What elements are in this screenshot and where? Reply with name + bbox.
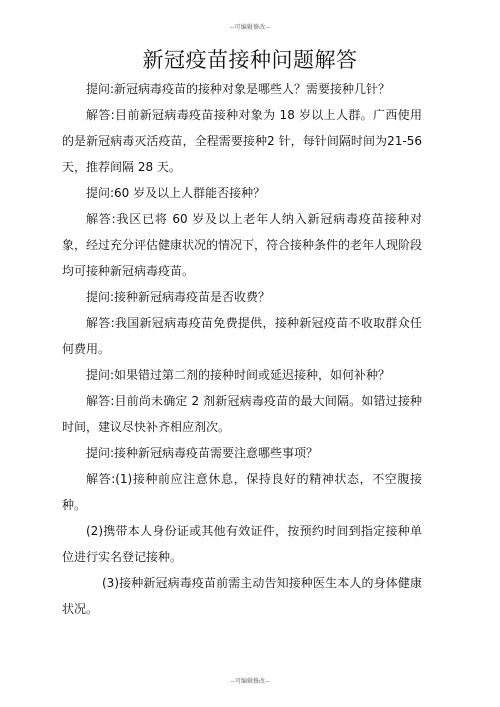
question-1: 提问:新冠病毒疫苗的接种对象是哪些人？需要接种几针？: [86, 82, 391, 96]
answer-5-item-2: (2)携带本人身份证或其他有效证件，按预约时间到指定接种单位进行实名登记接种。: [62, 524, 422, 564]
question-3: 提问:接种新冠病毒疫苗是否收费？: [86, 290, 271, 304]
answer-4: 解答:目前尚未确定 2 剂新冠病毒疫苗的最大间隔。如错过接种时间，建议尽快补齐相应剂次。: [62, 394, 422, 434]
answer-5-item-1: 解答:(1)接种前应注意休息，保持良好的精神状态，不空腹接种。: [62, 472, 422, 512]
page-footer-note: --可编辑修改--: [230, 678, 270, 685]
document-body: [62, 76, 422, 622]
document-title: 新冠疫苗接种问题解答: [142, 48, 358, 72]
answer-2: 解答:我区已将 60 岁及以上老年人纳入新冠病毒疫苗接种对象，经过充分评估健康状况的情况下，符合接种条件的老年人现阶段均可接种新冠病毒疫苗。: [62, 212, 423, 278]
page-header-note: --可编辑修改--: [229, 24, 271, 31]
question-2: 提问:60 岁及以上人群能否接种？: [86, 186, 266, 200]
answer-3: 解答:我国新冠病毒疫苗免费提供，接种新冠疫苗不收取群众任何费用。: [62, 316, 422, 356]
answer-1: 解答:目前新冠病毒疫苗接种对象为 18 岁以上人群。广西使用的是新冠病毒灭活疫苗，全程需要接种2 针，每针间隔时间为21-56 天，推荐间隔 28 天。: [62, 108, 422, 174]
answer-5-item-3: (3)接种新冠病毒疫苗前需主动告知接种医生本人的身体健康状况。: [62, 576, 422, 616]
question-4: 提问:如果错过第二剂的接种时间或延迟接种，如何补种？: [86, 368, 391, 382]
question-5: 提问:接种新冠病毒疫苗需要注意哪些事项？: [86, 446, 319, 460]
